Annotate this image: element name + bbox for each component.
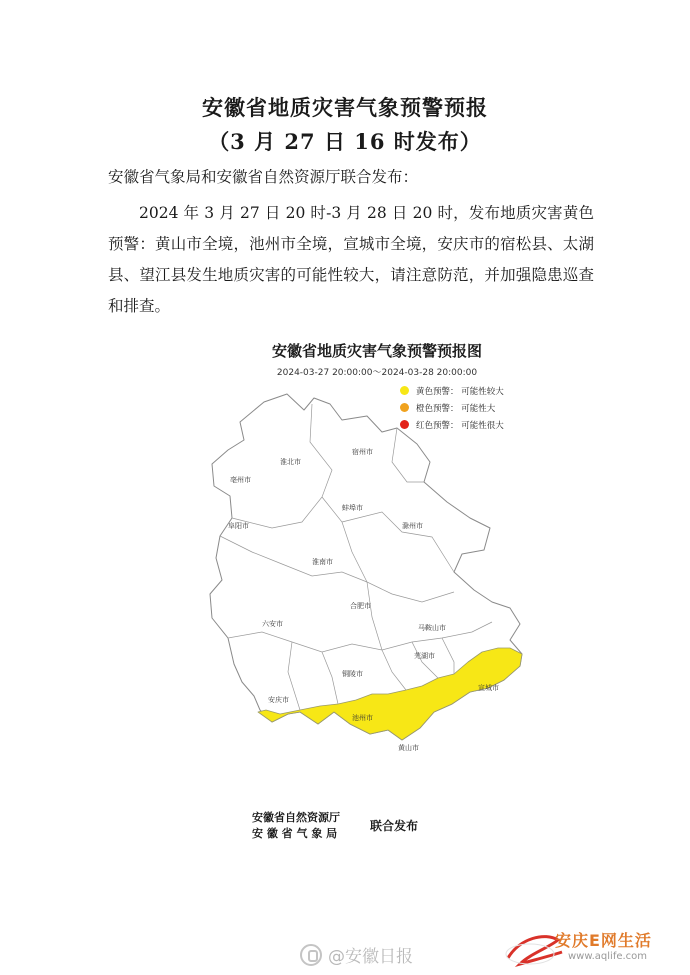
publisher-block — [252, 810, 340, 842]
intro-line: 安徽省气象局和安徽省自然资源厅联合发布： — [108, 168, 419, 186]
document-title: 安徽省地质灾害气象预警预报 — [202, 95, 488, 120]
map-title: 安徽省地质灾害气象预警预报图 — [271, 342, 482, 360]
site-logo-url: www.aqlife.com — [568, 951, 648, 962]
svg-text:黄山市: 黄山市 — [398, 744, 419, 752]
svg-text:宿州市: 宿州市 — [352, 448, 373, 456]
svg-text:阜阳市: 阜阳市 — [228, 522, 249, 530]
legend-item-orange — [400, 399, 504, 416]
map-legend — [400, 382, 504, 433]
publisher-line-2: 安 徽 省 气 象 局 — [252, 827, 338, 840]
map-date-range: 2024-03-27 20:00:00～2024-03-28 20:00:00 — [276, 368, 478, 378]
legend-label: 黄色预警： 可能性较大 — [416, 386, 504, 397]
svg-text:合肥市: 合肥市 — [350, 602, 371, 610]
site-logo-text: 安庆E网生活 — [555, 931, 652, 950]
legend-item-red — [400, 416, 504, 433]
svg-text:亳州市: 亳州市 — [230, 476, 251, 484]
svg-text:淮南市: 淮南市 — [312, 558, 333, 566]
warning-paragraph: 2024 年 3 月 27 日 20 时-3 月 28 日 20 时，发布地质灾害黄色预警：黄山市全境，池州市全境，宣城市全境，安庆市的宿松县、太湖县、望江县发生地质灾害的可能性较大，请注意防范，并加强隐患巡查和排查。 — [108, 204, 594, 315]
svg-text:池州市: 池州市 — [352, 714, 373, 722]
svg-text:安庆市: 安庆市 — [268, 696, 289, 704]
svg-text:芜湖市: 芜湖市 — [414, 652, 435, 660]
red-dot-icon — [400, 420, 409, 429]
legend-item-yellow — [400, 382, 504, 399]
legend-label: 橙色预警： 可能性大 — [416, 403, 496, 414]
svg-text:铜陵市: 铜陵市 — [342, 670, 363, 678]
anhui-map-graphic — [192, 332, 562, 852]
svg-text:六安市: 六安市 — [262, 620, 283, 628]
yellow-dot-icon — [400, 386, 409, 395]
weibo-watermark — [300, 942, 413, 967]
svg-text:蚌埠市: 蚌埠市 — [342, 504, 363, 512]
publisher-line-1: 安徽省自然资源厅 — [252, 811, 340, 824]
svg-text:宣城市: 宣城市 — [478, 684, 499, 692]
weibo-icon — [300, 944, 322, 966]
svg-text:马鞍山市: 马鞍山市 — [418, 624, 446, 632]
svg-text:淮北市: 淮北市 — [280, 458, 301, 466]
legend-label: 红色预警： 可能性很大 — [416, 420, 504, 431]
orange-dot-icon — [400, 403, 409, 412]
joint-release-label: 联合发布 — [370, 819, 419, 833]
document-subtitle: （3 月 27 日 16 时发布） — [208, 129, 482, 154]
svg-text:滁州市: 滁州市 — [402, 522, 423, 530]
weibo-handle: @安徽日报 — [328, 947, 413, 967]
warning-map — [192, 332, 562, 852]
